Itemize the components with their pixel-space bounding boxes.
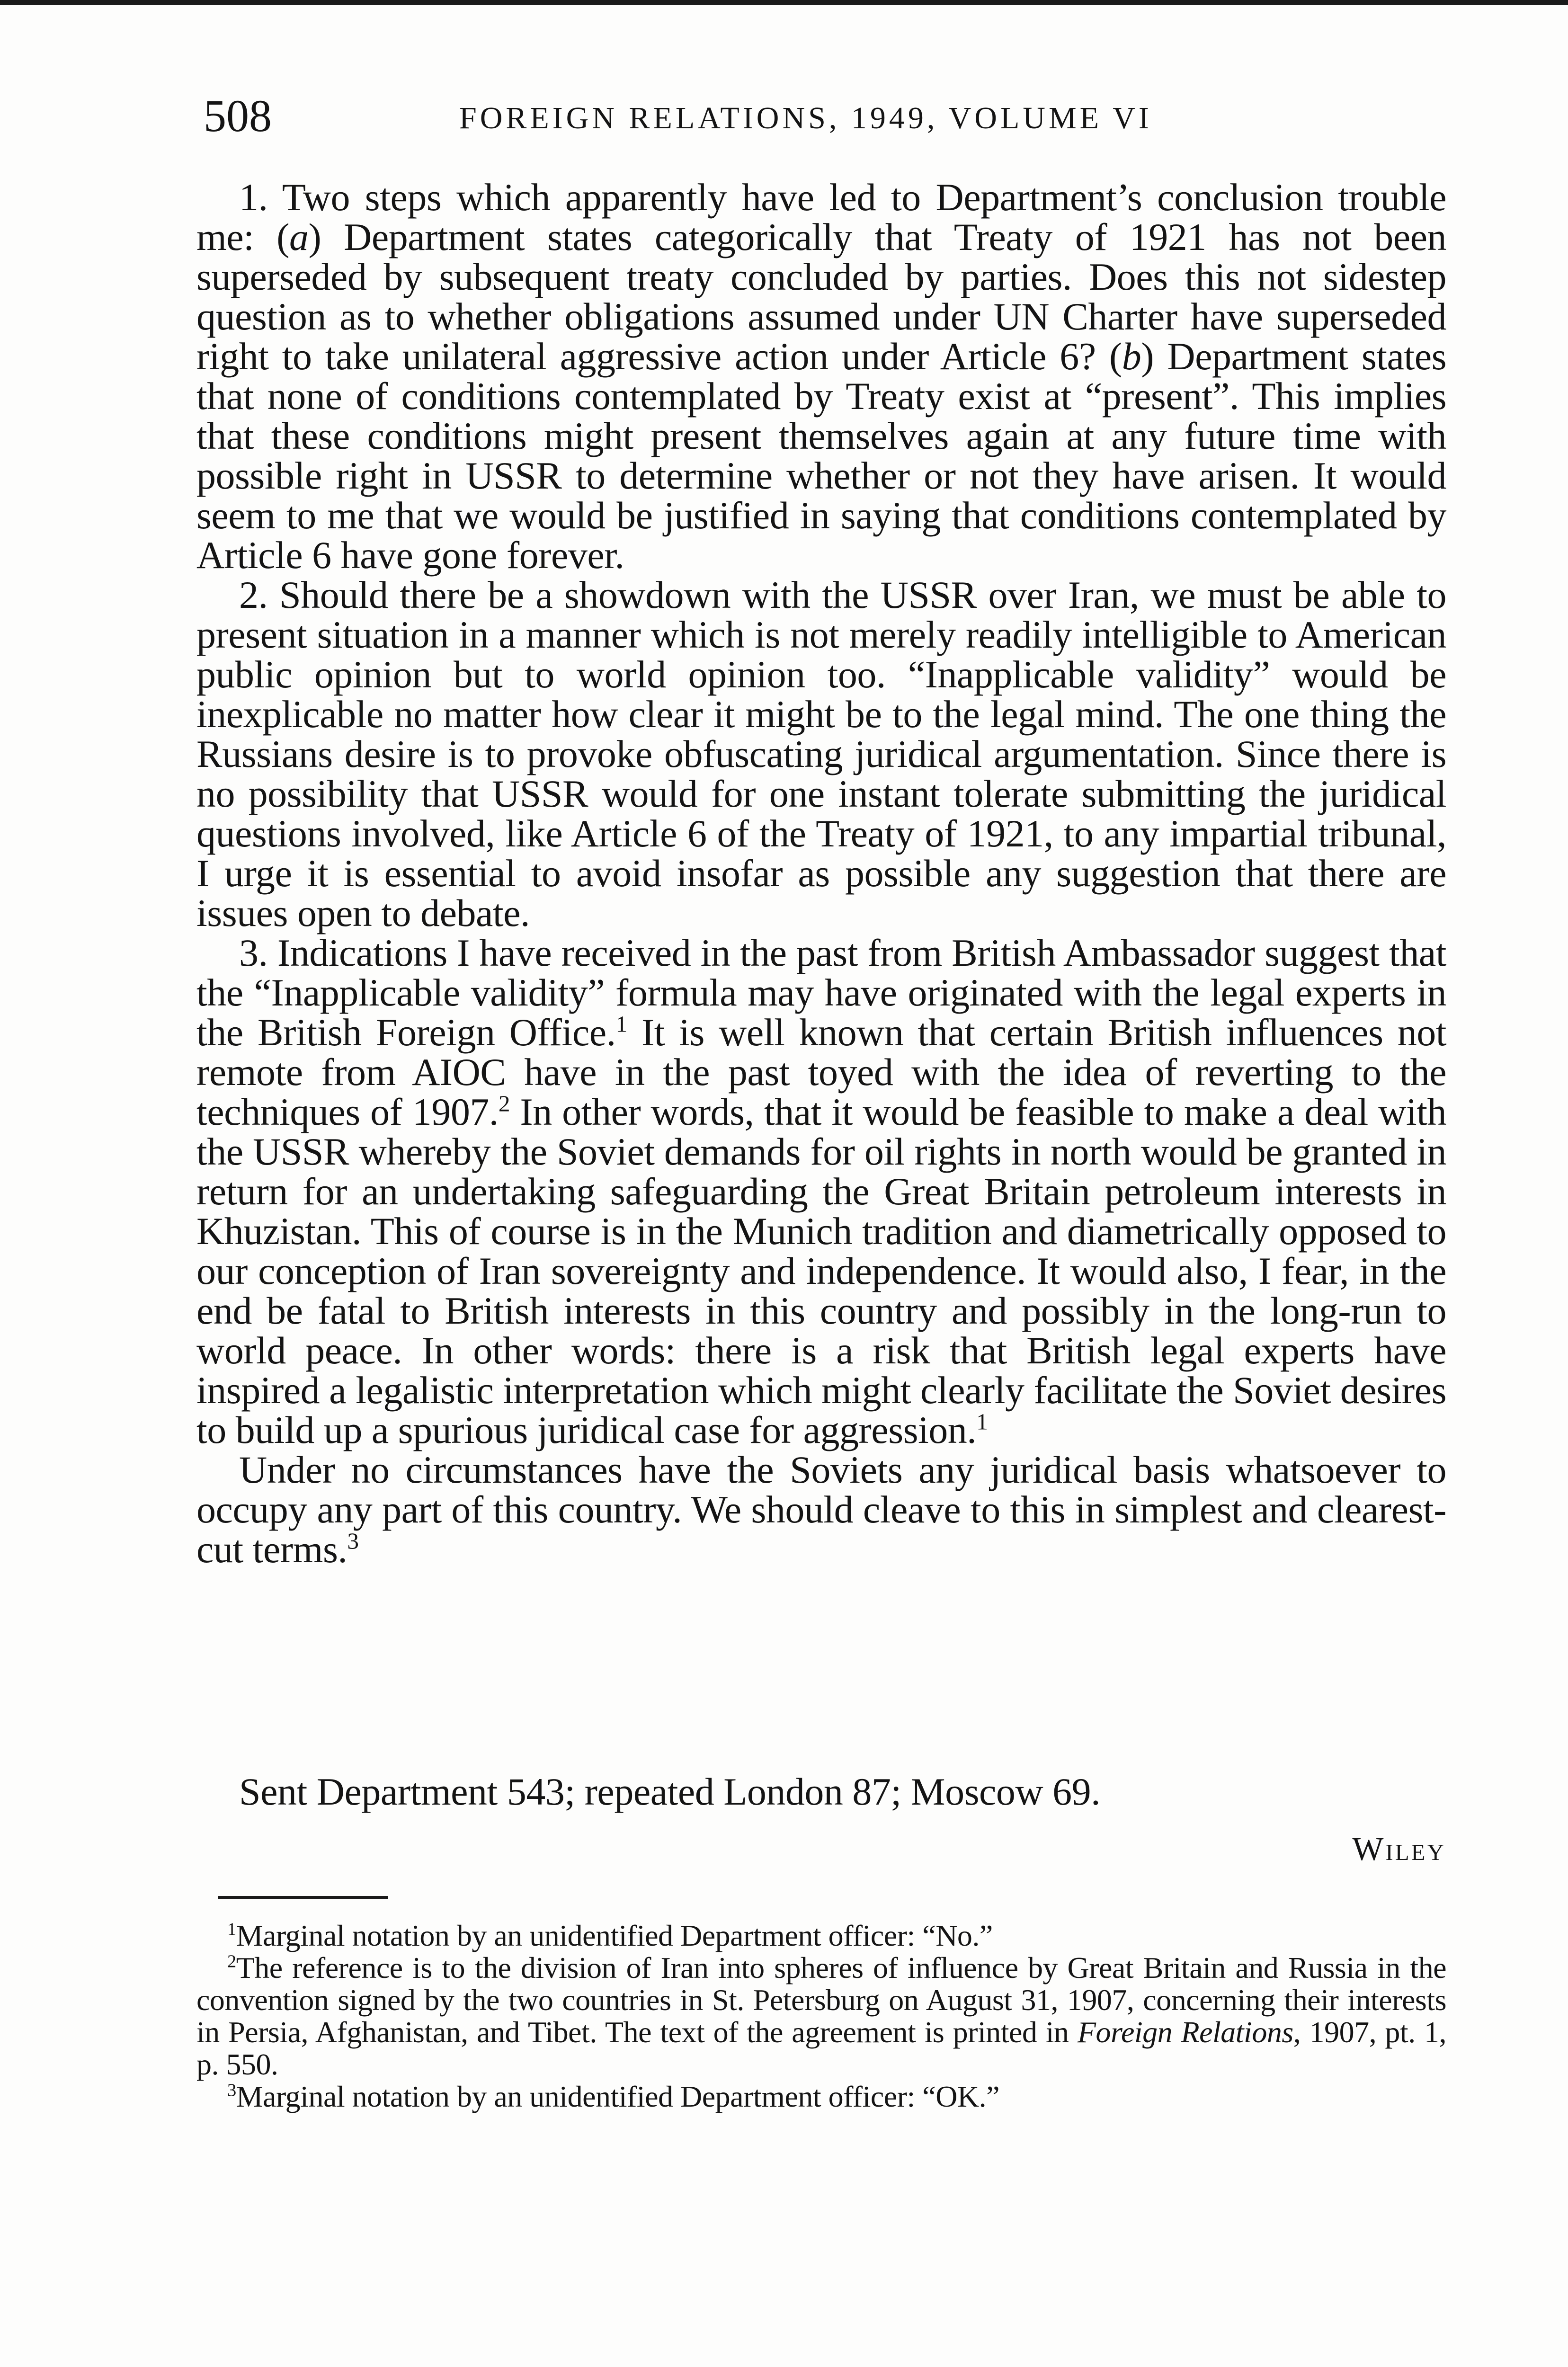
footnote-3-text: Marginal notation by an unidentified Department officer: “OK.” — [236, 2080, 1000, 2113]
footnote-ref-3: 3 — [347, 1528, 359, 1554]
paragraph-3-part-b: It is well known that certain British influences not remote from AIOC have in the past toyed with the idea of reverting to the techniques of 1907. — [196, 1011, 1446, 1133]
footnote-1-mark: 1 — [227, 1919, 236, 1940]
paragraph-1 — [196, 178, 1446, 575]
paragraph-1-part-e: ) Department states that none of conditions contemplated by Treaty exist at “present”. This implies that these conditions might present themselves again at any future time with possible right in USSR to determine whether or not they have arisen. It would seem to me that we would be justified in saying that conditions contemplated by Article 6 have gone forever. — [196, 335, 1446, 577]
footnote-2-text-b: , 1907, pt. 1, p. 550. — [196, 2015, 1447, 2081]
paragraph-1-part-a: 1. Two steps which apparently have led to Department’s conclusion trouble me: ( — [196, 176, 1446, 258]
footnote-2 — [196, 1952, 1446, 2081]
paragraph-4-text: Under no circumstances have the Soviets any juridical basis whatsoever to occupy any part of this country. We should cleave to this in simplest and clearest-cut terms. — [196, 1448, 1446, 1571]
footnote-ref-1-second: 1 — [976, 1408, 988, 1435]
footnote-1-text: Marginal notation by an unidentified Department officer: “No.” — [236, 1919, 993, 1952]
paragraph-1-letter-b: b — [1122, 335, 1141, 378]
paragraph-3 — [196, 933, 1446, 1450]
paragraph-3-part-a: 3. Indications I have received in the past from British Ambassador suggest that the “Inapplicable validity” formula may have originated with the legal experts in the British Foreign Office. — [196, 931, 1446, 1054]
footnote-2-text-a: The reference is to the division of Iran into spheres of influence by Great Britain and Russia in the convention signed by the two countries in St. Petersburg on August 31, 1907, concerning their interests in Persia, Afghanistan, and Tibet. The text of the agreement is printed in — [196, 1951, 1446, 2049]
paragraph-1-letter-a: a — [289, 215, 309, 258]
paragraph-2: 2. Should there be a showdown with the USSR over Iran, we must be able to present situation in a manner which is not merely readily intelligible to American public opinion but to world opinion too. “Inapplicable validity” would be inexplicable no matter how clear it might be to the legal mind. The one thing the Russians desire is to provoke obfuscating juridical argumentation. Since there is no possibility that USSR would for one instant tolerate submitting the juridical questions involved, like Article 6 of the Treaty of 1921, to any impartial tribunal, I urge it is essential to avoid insofar as possible any suggestion that there are issues open to debate. — [196, 573, 1446, 934]
paragraph-4 — [196, 1450, 1446, 1569]
footnote-3 — [196, 2081, 1446, 2113]
paragraph-1-part-c: ) Department states categorically that Treaty of 1921 has not been superseded by subsequent treaty concluded by parties. Does this not sidestep question as to whether obligations assumed under UN Charter have superseded right to take unilateral aggressive action under Article 6? ( — [196, 215, 1446, 378]
running-head: FOREIGN RELATIONS, 1949, VOLUME VI — [459, 101, 1152, 135]
footnotes — [196, 1920, 1446, 2113]
footnote-ref-1: 1 — [615, 1011, 627, 1037]
signature: Wiley — [1352, 1831, 1446, 1868]
footnote-3-mark: 3 — [227, 2080, 236, 2100]
footnote-1 — [196, 1920, 1446, 1952]
page-number: 508 — [204, 90, 272, 141]
page-header — [204, 90, 1449, 142]
top-border — [0, 0, 1568, 5]
footnote-2-italic-title: Foreign Relations — [1077, 2015, 1293, 2049]
footnote-2-mark: 2 — [227, 1951, 236, 1972]
sent-line: Sent Department 543; repeated London 87; Moscow 69. — [239, 1770, 1101, 1813]
footnote-ref-2: 2 — [498, 1090, 510, 1117]
body-text — [196, 178, 1446, 1569]
paragraph-3-part-c: In other words, that it would be feasible to make a deal with the USSR whereby the Soviet demands for oil rights in north would be granted in return for an undertaking safeguarding the Great Britain petroleum interests in Khuzistan. This of course is in the Munich tradition and diametrically opposed to our conception of Iran sovereignty and independence. It would also, I fear, in the end be fatal to British interests in this country and possibly in the long-run to world peace. In other words: there is a risk that British legal experts have inspired a legalistic interpretation which might clearly facilitate the Soviet desires to build up a spurious juridical case for aggression. — [196, 1090, 1446, 1451]
footnote-divider — [218, 1896, 388, 1899]
